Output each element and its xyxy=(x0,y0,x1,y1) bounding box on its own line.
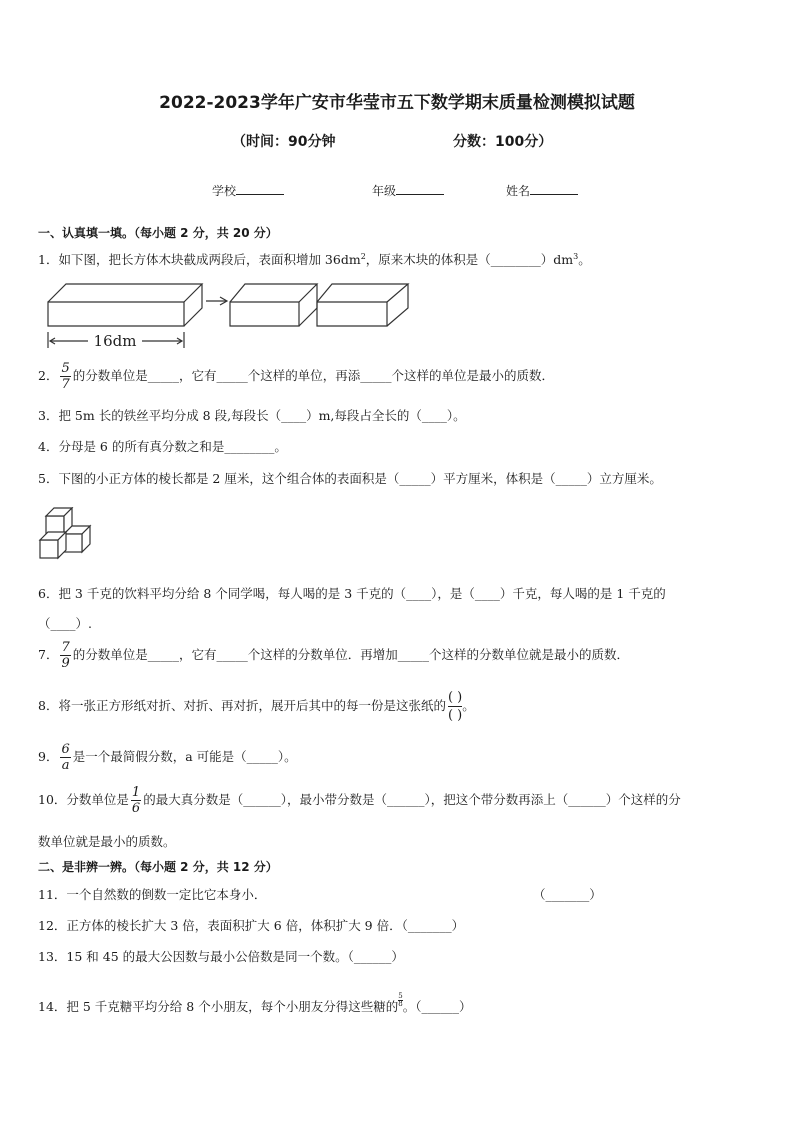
q7-numerator: 7 xyxy=(61,640,70,655)
name-field[interactable] xyxy=(506,182,578,199)
question-8 xyxy=(38,689,475,724)
question-10-line2: 数单位就是最小的质数。 xyxy=(38,834,176,849)
grade-field[interactable] xyxy=(372,182,444,199)
question-10 xyxy=(38,786,681,815)
q7-fraction xyxy=(60,641,70,670)
q2-text: 的分数单位是_____，它有_____个这样的单位，再添_____个这样的单位是最小的质数． xyxy=(72,368,554,383)
name-label: 姓名 xyxy=(506,184,531,198)
question-1 xyxy=(38,250,591,268)
piece2-side xyxy=(387,284,408,326)
question-12: 12．正方体的棱长扩大 3 倍，表面积扩大 6 倍，体积扩大 9 倍．（_______） xyxy=(38,918,465,933)
q1-tail: ，原来木块的体积是（________）dm xyxy=(365,252,574,267)
q2-fraction xyxy=(60,362,70,391)
q1-end: 。 xyxy=(578,252,591,267)
figure-label-16dm: 16dm xyxy=(93,332,137,350)
question-11: 11．一个自然数的倒数一定比它本身小． xyxy=(38,887,267,902)
q1-sup2: 3 xyxy=(573,251,579,261)
question-4: 4．分母是 6 的所有真分数之和是________。 xyxy=(38,439,287,454)
q8-end: 。 xyxy=(462,698,475,713)
name-blank[interactable] xyxy=(530,182,578,195)
piece2-top xyxy=(317,284,408,302)
piece2-front xyxy=(317,302,387,326)
grade-blank[interactable] xyxy=(396,182,444,195)
piece1-front xyxy=(230,302,299,326)
q2-denominator: 7 xyxy=(61,377,70,392)
school-label: 学校 xyxy=(212,184,237,198)
q2-numerator: 5 xyxy=(61,361,70,376)
q14-text: 14．把 5 千克糖平均分给 8 个小朋友，每个小朋友分得这些糖的 xyxy=(38,999,399,1015)
grade-label: 年级 xyxy=(372,184,397,198)
long-block-side xyxy=(184,284,202,326)
school-blank[interactable] xyxy=(236,182,284,195)
cube-right-front xyxy=(64,534,82,552)
q7-num: 7． xyxy=(38,647,59,662)
long-block-front xyxy=(48,302,184,326)
question-6: 6．把 3 千克的饮料平均分给 8 个同学喝，每人喝的是 3 千克的（____），是（____）千克，每人喝的是 1 千克的 xyxy=(38,586,666,601)
q14-denominator: 8 xyxy=(398,1000,403,1008)
q14-end: 。（______） xyxy=(402,999,472,1015)
question-13: 13．15 和 45 的最大公因数与最小公倍数是同一个数。（______） xyxy=(38,949,404,964)
q10-numerator: 1 xyxy=(131,785,141,800)
q10-pre: 10．分数单位是 xyxy=(38,792,129,807)
q10-text: 的最大真分数是（______），最小带分数是（______），把这个带分数再添上（______）个这样的分 xyxy=(143,792,681,807)
q10-denominator: 6 xyxy=(131,801,141,816)
question-7 xyxy=(38,641,629,670)
q9-fraction xyxy=(60,743,70,772)
q8-text: 8．将一张正方形纸对折、对折、再对折，展开后其中的每一份是这张纸的 xyxy=(38,698,446,713)
question-6-line2: （____）. xyxy=(38,616,92,631)
school-field[interactable] xyxy=(212,182,284,199)
q7-text: 的分数单位是_____，它有_____个这样的分数单位．再增加_____个这样的分数单位就是最小的质数． xyxy=(72,647,629,662)
q1-sup: 2 xyxy=(360,251,366,261)
q9-num: 9． xyxy=(38,749,59,764)
q10-fraction xyxy=(131,786,141,815)
cuboid-figure xyxy=(44,278,416,352)
q1-text: 1．如下图，把长方体木块截成两段后，表面积增加 36dm xyxy=(38,252,361,267)
q7-denominator: 9 xyxy=(61,656,70,671)
long-block-top xyxy=(48,284,202,302)
question-3: 3．把 5m 长的铁丝平均分成 8 段,每段长（____）m,每段占全长的（____）。 xyxy=(38,408,466,423)
exam-time: （时间：90分钟 xyxy=(232,134,336,150)
q9-text: 是一个最简假分数，a 可能是（_____）。 xyxy=(72,749,297,764)
section-1-title: 一、认真填一填。（每小题 2 分，共 20 分） xyxy=(38,226,278,240)
q8-denominator-blank[interactable]: ( ) xyxy=(447,708,463,723)
piece1-side xyxy=(299,284,317,326)
question-5: 5．下图的小正方体的棱长都是 2 厘米，这个组合体的表面积是（_____）平方厘米，体积是（_____）立方厘米。 xyxy=(38,471,662,486)
section-2-title: 二、是非辨一辨。（每小题 2 分，共 12 分） xyxy=(38,860,278,874)
cube-top-front xyxy=(46,516,64,534)
q8-numerator-blank[interactable]: ( ) xyxy=(447,690,463,705)
q8-blank-fraction[interactable] xyxy=(448,689,462,724)
piece1-top xyxy=(230,284,317,302)
cubes-figure xyxy=(38,507,94,561)
q14-numerator: 5 xyxy=(398,992,403,1000)
cube-left-front xyxy=(40,540,58,558)
q11-answer-blank[interactable]: （_______） xyxy=(533,887,602,902)
question-2 xyxy=(38,362,554,391)
exam-score: 分数：100分） xyxy=(453,134,553,150)
q9-denominator: a xyxy=(61,758,70,773)
q2-num: 2． xyxy=(38,368,59,383)
page-title: 2022-2023学年广安市华莹市五下数学期末质量检测模拟试题 xyxy=(159,93,635,113)
q9-numerator: 6 xyxy=(61,742,70,757)
question-9 xyxy=(38,743,297,772)
question-14 xyxy=(38,993,471,1015)
